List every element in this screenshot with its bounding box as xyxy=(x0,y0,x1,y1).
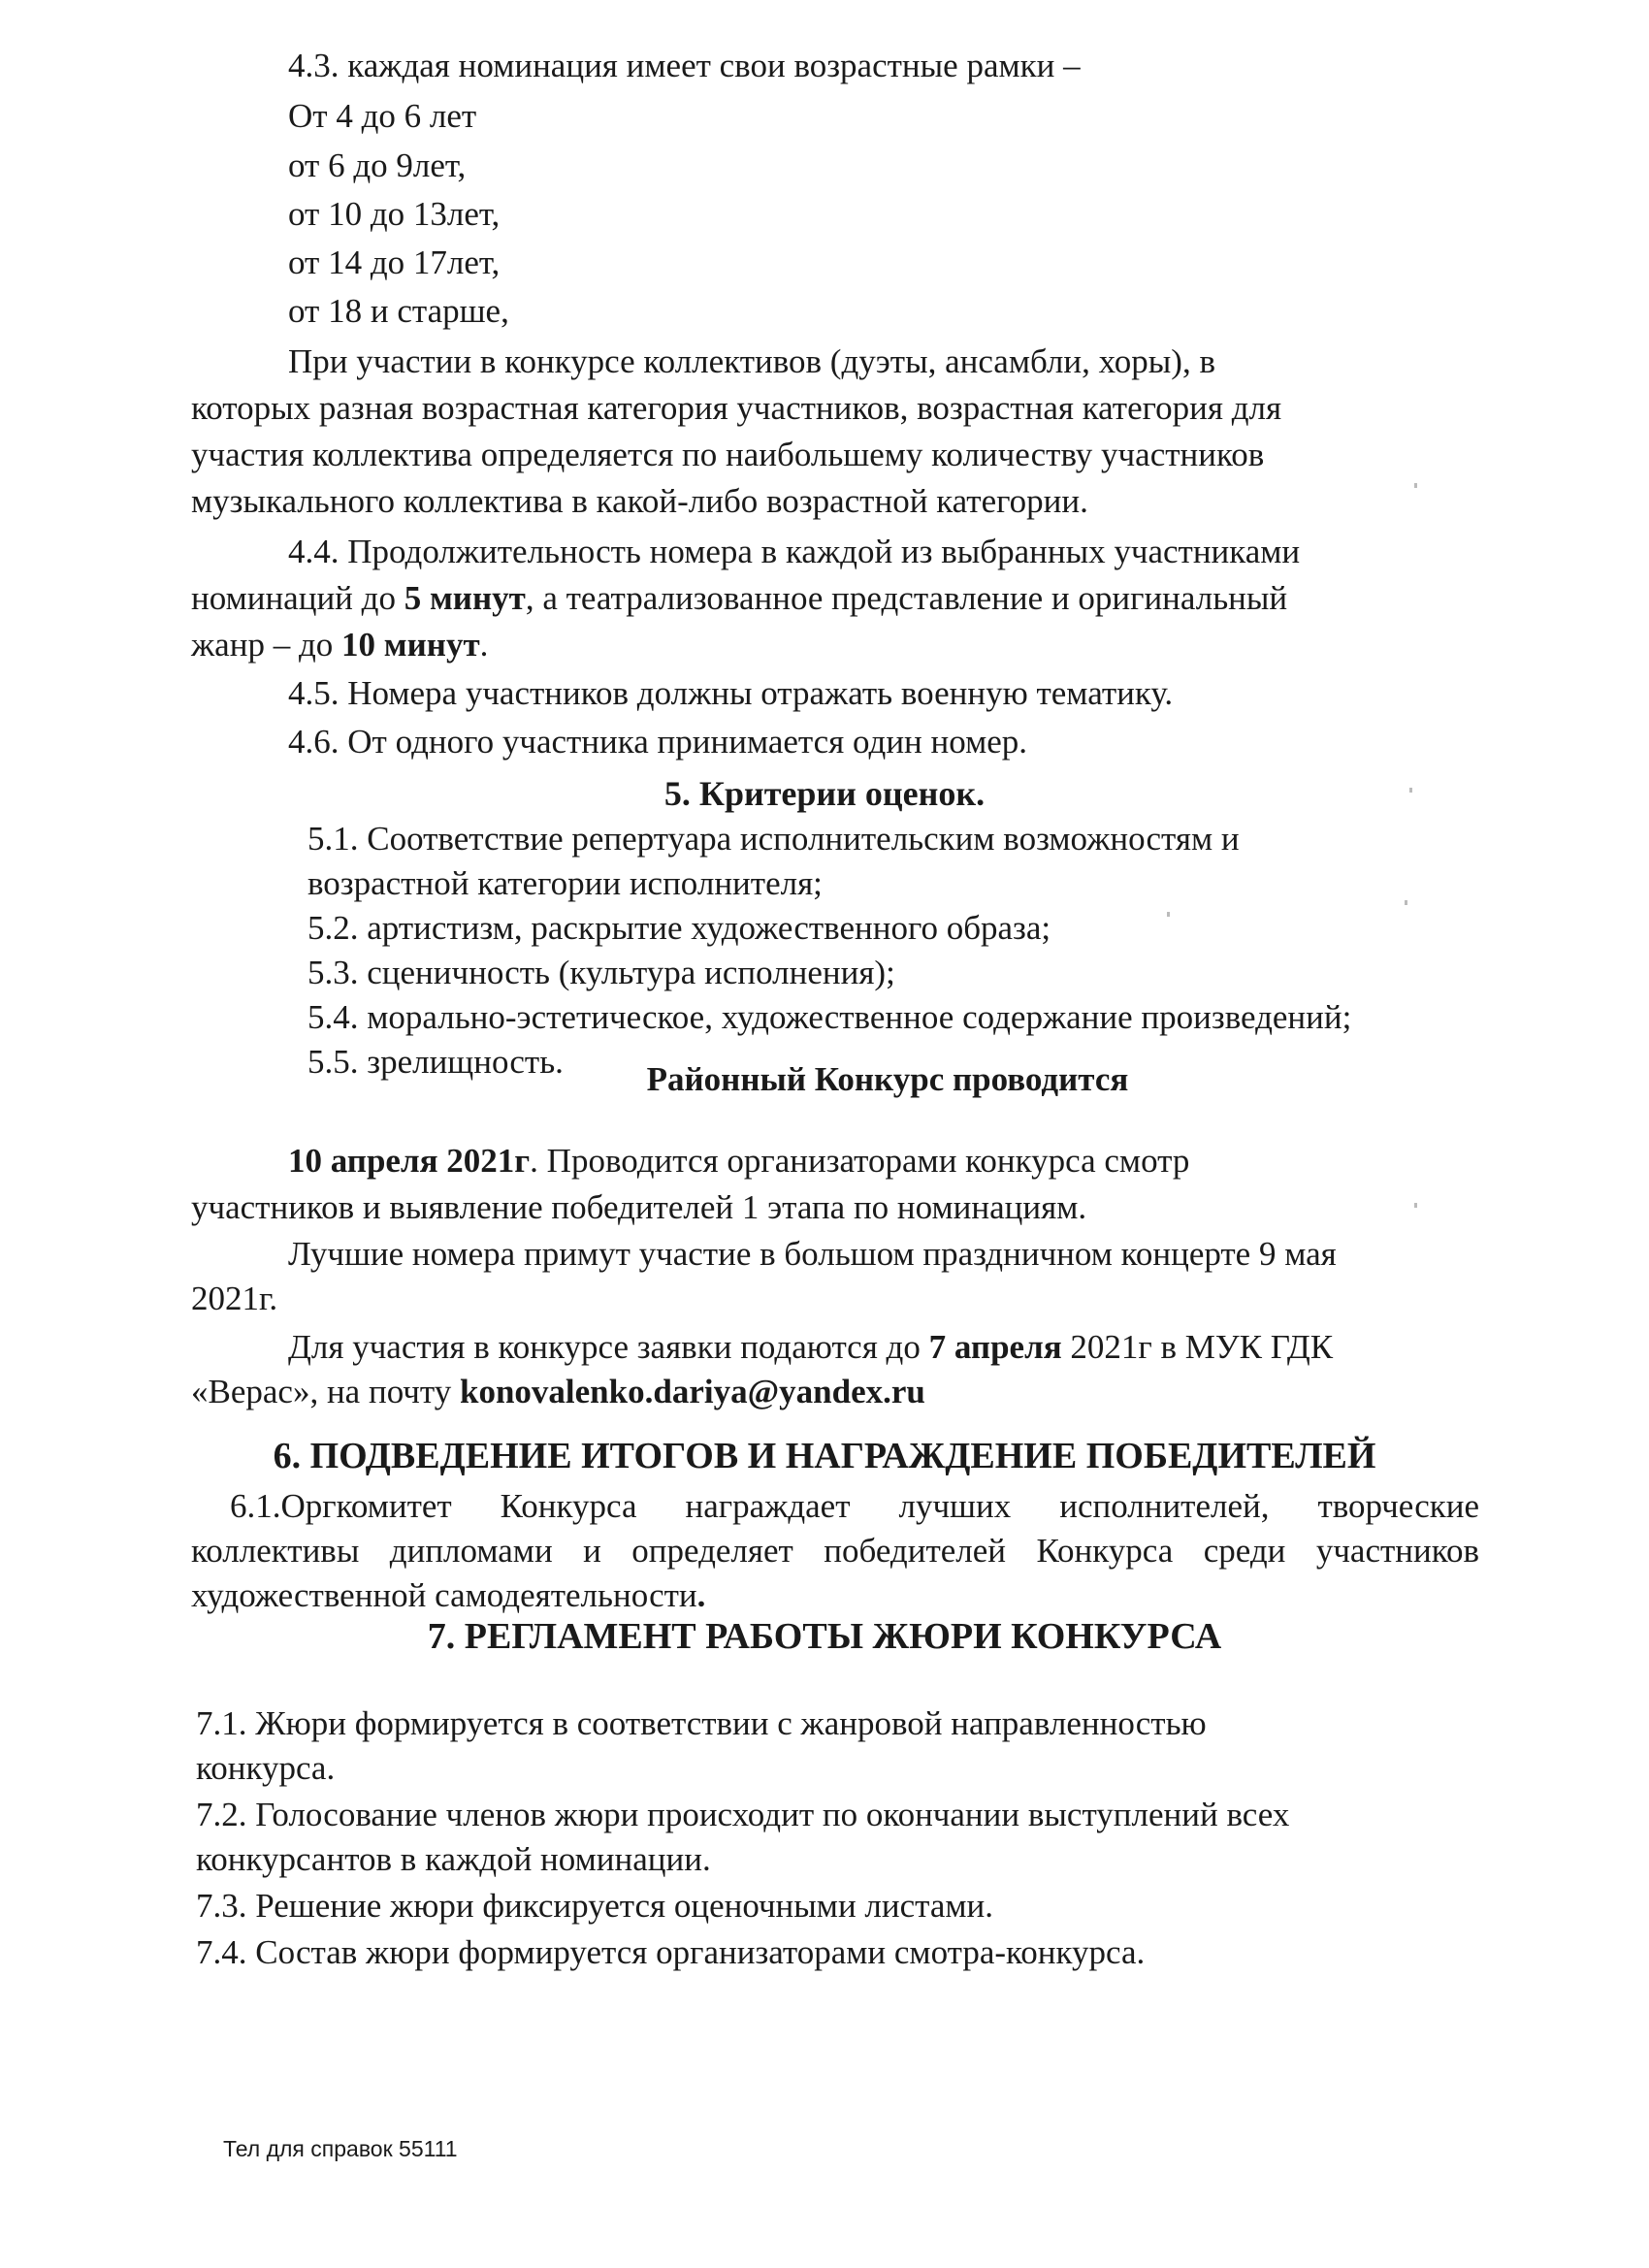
criteria-item: 5.4. морально-эстетическое, художественное содержание произведений; xyxy=(307,998,1352,1036)
duration-bold: 10 минут xyxy=(341,626,480,664)
age-range: от 6 до 9лет, xyxy=(288,146,467,184)
clause-4-5: 4.5. Номера участников должны отражать военную тематику. xyxy=(288,674,1174,712)
application-line: «Верас», на почту konovalenko.dariya@yandex.ru xyxy=(191,1373,925,1410)
clause-4-4-line: жанр – до 10 минут. xyxy=(191,626,489,664)
contest-date-line: 10 апреля 2021г. Проводится организаторами конкурса смотр xyxy=(288,1142,1190,1180)
scan-speck xyxy=(1414,483,1417,488)
duration-bold: 5 минут xyxy=(404,579,526,617)
jury-item: 7.4. Состав жюри формируется организаторами смотра-конкурса. xyxy=(196,1933,1146,1971)
concert-line: 2021г. xyxy=(191,1280,278,1317)
criteria-item: 5.2. артистизм, раскрытие художественного образа; xyxy=(307,909,1051,947)
contest-date-heading: Районный Конкурс проводится xyxy=(646,1060,1129,1098)
jury-item: 7.3. Решение жюри фиксируется оценочными листами. xyxy=(196,1887,994,1925)
scan-speck xyxy=(1409,788,1412,793)
contact-phone: Тел для справок 55111 xyxy=(223,2136,458,2161)
criteria-item: 5.3. сценичность (культура исполнения); xyxy=(307,954,895,991)
jury-item: 7.2. Голосование членов жюри происходит по окончании выступлений всех xyxy=(196,1796,1290,1833)
concert-line: Лучшие номера примут участие в большом праздничном концерте 9 мая xyxy=(288,1235,1337,1273)
clause-4-6: 4.6. От одного участника принимается один номер. xyxy=(288,723,1028,761)
collective-paragraph-line: При участии в конкурсе коллективов (дуэты, ансамбли, хоры), в xyxy=(288,342,1215,380)
collective-paragraph-line: музыкального коллектива в какой-либо возрастной категории. xyxy=(191,482,1088,520)
section-6-line: художественной самодеятельности. xyxy=(191,1576,706,1614)
age-range: от 14 до 17лет, xyxy=(288,243,501,281)
age-range: от 18 и старше, xyxy=(288,292,509,330)
scan-speck xyxy=(1405,900,1407,905)
clause-4-4-line: номинаций до 5 минут, а театрализованное представление и оригинальный xyxy=(191,579,1288,617)
scan-speck xyxy=(1167,912,1170,917)
clause-4-4-line: 4.4. Продолжительность номера в каждой из выбранных участниками xyxy=(288,533,1301,570)
collective-paragraph-line: участия коллектива определяется по наибольшему количеству участников xyxy=(191,436,1265,473)
criteria-item: 5.1. Соответствие репертуара исполнительским возможностям и xyxy=(307,820,1240,858)
criteria-item: 5.5. зрелищность. xyxy=(307,1043,564,1081)
scan-speck xyxy=(1414,1203,1417,1208)
section-5-heading: 5. Критерии оценок. xyxy=(663,774,986,813)
jury-item: конкурсантов в каждой номинации. xyxy=(196,1840,711,1878)
jury-item: 7.1. Жюри формируется в соответствии с жанровой направленностью xyxy=(196,1704,1207,1742)
age-range: от 10 до 13лет, xyxy=(288,195,501,233)
section-7-heading: 7. РЕГЛАМЕНТ РАБОТЫ ЖЮРИ КОНКУРСА xyxy=(427,1616,1222,1657)
section-6-line: 6.1.Оргкомитет Конкурса награждает лучших исполнителей, творческие xyxy=(230,1487,1479,1525)
jury-item: конкурса. xyxy=(196,1749,336,1787)
criteria-item: возрастной категории исполнителя; xyxy=(307,864,823,902)
contest-date-bold: 10 апреля 2021г xyxy=(288,1142,531,1180)
contest-date-line: участников и выявление победителей 1 этапа по номинациям. xyxy=(191,1188,1087,1226)
section-6-heading: 6. ПОДВЕДЕНИЕ ИТОГОВ И НАГРАЖДЕНИЕ ПОБЕДИТЕЛЕЙ xyxy=(273,1436,1376,1476)
age-range: От 4 до 6 лет xyxy=(288,97,477,135)
collective-paragraph-line: которых разная возрастная категория участников, возрастная категория для xyxy=(191,389,1282,427)
clause-4-3: 4.3. каждая номинация имеет свои возрастные рамки – xyxy=(288,47,1081,84)
application-line: Для участия в конкурсе заявки подаются до 7 апреля 2021г в МУК ГДК xyxy=(288,1328,1334,1366)
email-address: konovalenko.dariya@yandex.ru xyxy=(459,1373,925,1410)
section-6-line: коллективы дипломами и определяет победителей Конкурса среди участников xyxy=(191,1532,1479,1570)
deadline-bold: 7 апреля xyxy=(928,1328,1062,1366)
